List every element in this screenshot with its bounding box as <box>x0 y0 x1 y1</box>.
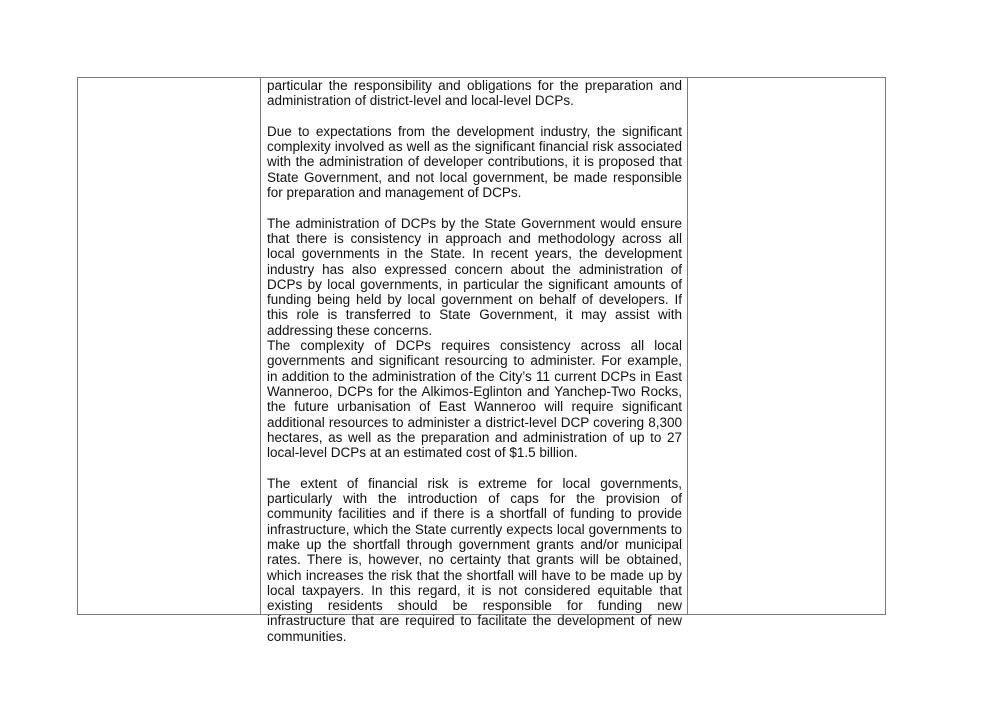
document-table <box>77 77 886 644</box>
paragraph: Due to expectations from the development industry, the significant complexity involved as well as the significant financial risk associated with the administration of developer contributions, it is proposed that State Government, and not local government, be made responsible for preparation and management of DCPs. <box>267 123 682 201</box>
column-divider-left <box>260 78 261 614</box>
paragraph: The complexity of DCPs requires consistency across all local governments and significant resourcing to administer. For example, in addition to the administration of the City’s 11 current DCPs in East Wanneroo, DCPs for the Alkimos-Eglinton and Yanchep-Two Rocks, the future urbanisation of East Wanneroo will require significant additional resources to administer a district-level DCP covering 8,300 hectares, as well as the preparation and administration of up to 27 local-level DCPs at an estimated cost of $1.5 billion. <box>267 338 682 461</box>
column-divider-right <box>687 78 688 614</box>
table-cell-content <box>267 78 682 644</box>
paragraph: The administration of DCPs by the State Government would ensure that there is consistency in approach and methodology across all local governments in the State. In recent years, the development industry has also expressed concern about the administration of DCPs by local governments, in particular the significant amounts of funding being held by local government on behalf of developers. If this role is transferred to State Government, it may assist with addressing these concerns. <box>267 215 682 338</box>
paragraph: particular the responsibility and obligations for the preparation and administration of district-level and local-level DCPs. <box>267 78 682 109</box>
paragraph: The extent of financial risk is extreme for local governments, particularly with the introduction of caps for the provision of community facilities and if there is a shortfall of funding to provide infrastructure, which the State currently expects local governments to make up the shortfall through government grants and/or municipal rates. There is, however, no certainty that grants will be obtained, which increases the risk that the shortfall will have to be made up by local taxpayers. In this regard, it is not considered equitable that existing residents should be responsible for funding new infrastructure that are required to facilitate the development of new communities. <box>267 475 682 644</box>
